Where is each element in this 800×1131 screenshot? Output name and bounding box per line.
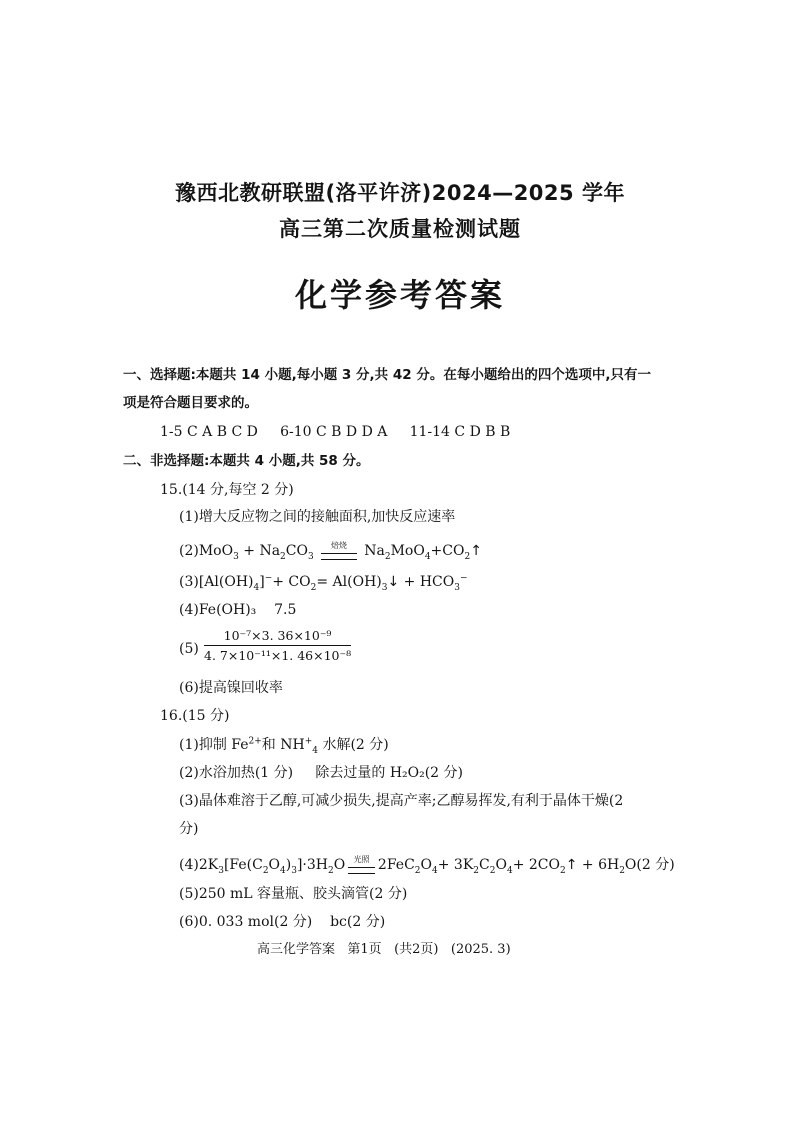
section1-heading: 一、选择题:本题共 14 小题,每小题 3 分,共 42 分。在每小题给出的四个选项中,只有一	[123, 367, 651, 383]
reaction-condition-arrow	[321, 541, 357, 560]
q16-header: 16.(15 分)	[160, 708, 230, 724]
q16-answer-3-cont: 分)	[179, 821, 199, 837]
q16-answer-3: (3)晶体难溶于乙醇,可减少损失,提高产率;乙醇易挥发,有利于晶体干燥(2	[179, 793, 624, 809]
page-footer: 高三化学答案 第1页 (共2页) (2025. 3)	[257, 942, 511, 957]
roasting-condition: 焙烧	[330, 541, 347, 550]
reaction-condition-arrow	[348, 855, 375, 874]
section2-heading: 二、非选择题:本题共 4 小题,共 58 分。	[123, 453, 370, 469]
q16-answer-1: (1)抑制 $Fe^{2+}$和 $NH^+_4$ 水解(2 分)	[179, 736, 389, 756]
q15-answer-3: $(3)[Al(OH)_4]^-+ CO_2=$ $Al(OH)_3↓ + HCO_3^-$	[179, 573, 468, 593]
q15-answer-2: $(2)MoO_3 + Na_2CO_3$ 焙烧 $Na_2MoO_4+CO_2↑$	[179, 541, 482, 562]
q16-answer-2: (2)水浴加热(1 分) 除去过量的 H₂O₂(2 分)	[179, 765, 464, 781]
answer-key-title: 化学参考答案	[294, 276, 505, 314]
q16-answer-4: $(4)2K_3[Fe(C_2O_4)_3]\cdot 3H_2O$ 光照 $2FeC_2O_4+ 3K_2C_2O_4+$ $2CO_2↑ + 6H_2O(2$ 分)	[179, 855, 675, 876]
choice-answers: 1-5 C A B C D 6-10 C B D D A 11-14 C D B B	[160, 424, 511, 440]
exam-name-title: 高三第二次质量检测试题	[279, 217, 521, 241]
q15-header: 15.(14 分,每空 2 分)	[160, 482, 294, 498]
q15-answer-5-fraction	[204, 627, 351, 664]
section1-heading-cont: 项是符合题目要求的。	[123, 395, 258, 411]
q15-answer-1: (1)增大反应物之间的接触面积,加快反应速率	[179, 509, 456, 525]
q16-answer-5: (5)250 mL 容量瓶、胶头滴管(2 分)	[179, 886, 408, 902]
q15-answer-5-label: (5)	[179, 641, 199, 657]
q15-answer-4: (4)Fe(OH)₃ 7.5	[179, 602, 297, 618]
exam-org-title: 豫西北教研联盟(洛平许济)2024—2025 学年	[175, 181, 625, 205]
q15-answer-6: (6)提高镍回收率	[179, 680, 283, 696]
light-condition: 光照	[353, 855, 370, 864]
fraction-numerator: 10⁻⁷×3. 36×10⁻⁹	[204, 627, 351, 646]
fraction-denominator: 4. 7×10⁻¹¹×1. 46×10⁻⁸	[204, 648, 352, 663]
q16-answer-6: (6)0. 033 mol(2 分) bc(2 分)	[179, 914, 386, 930]
